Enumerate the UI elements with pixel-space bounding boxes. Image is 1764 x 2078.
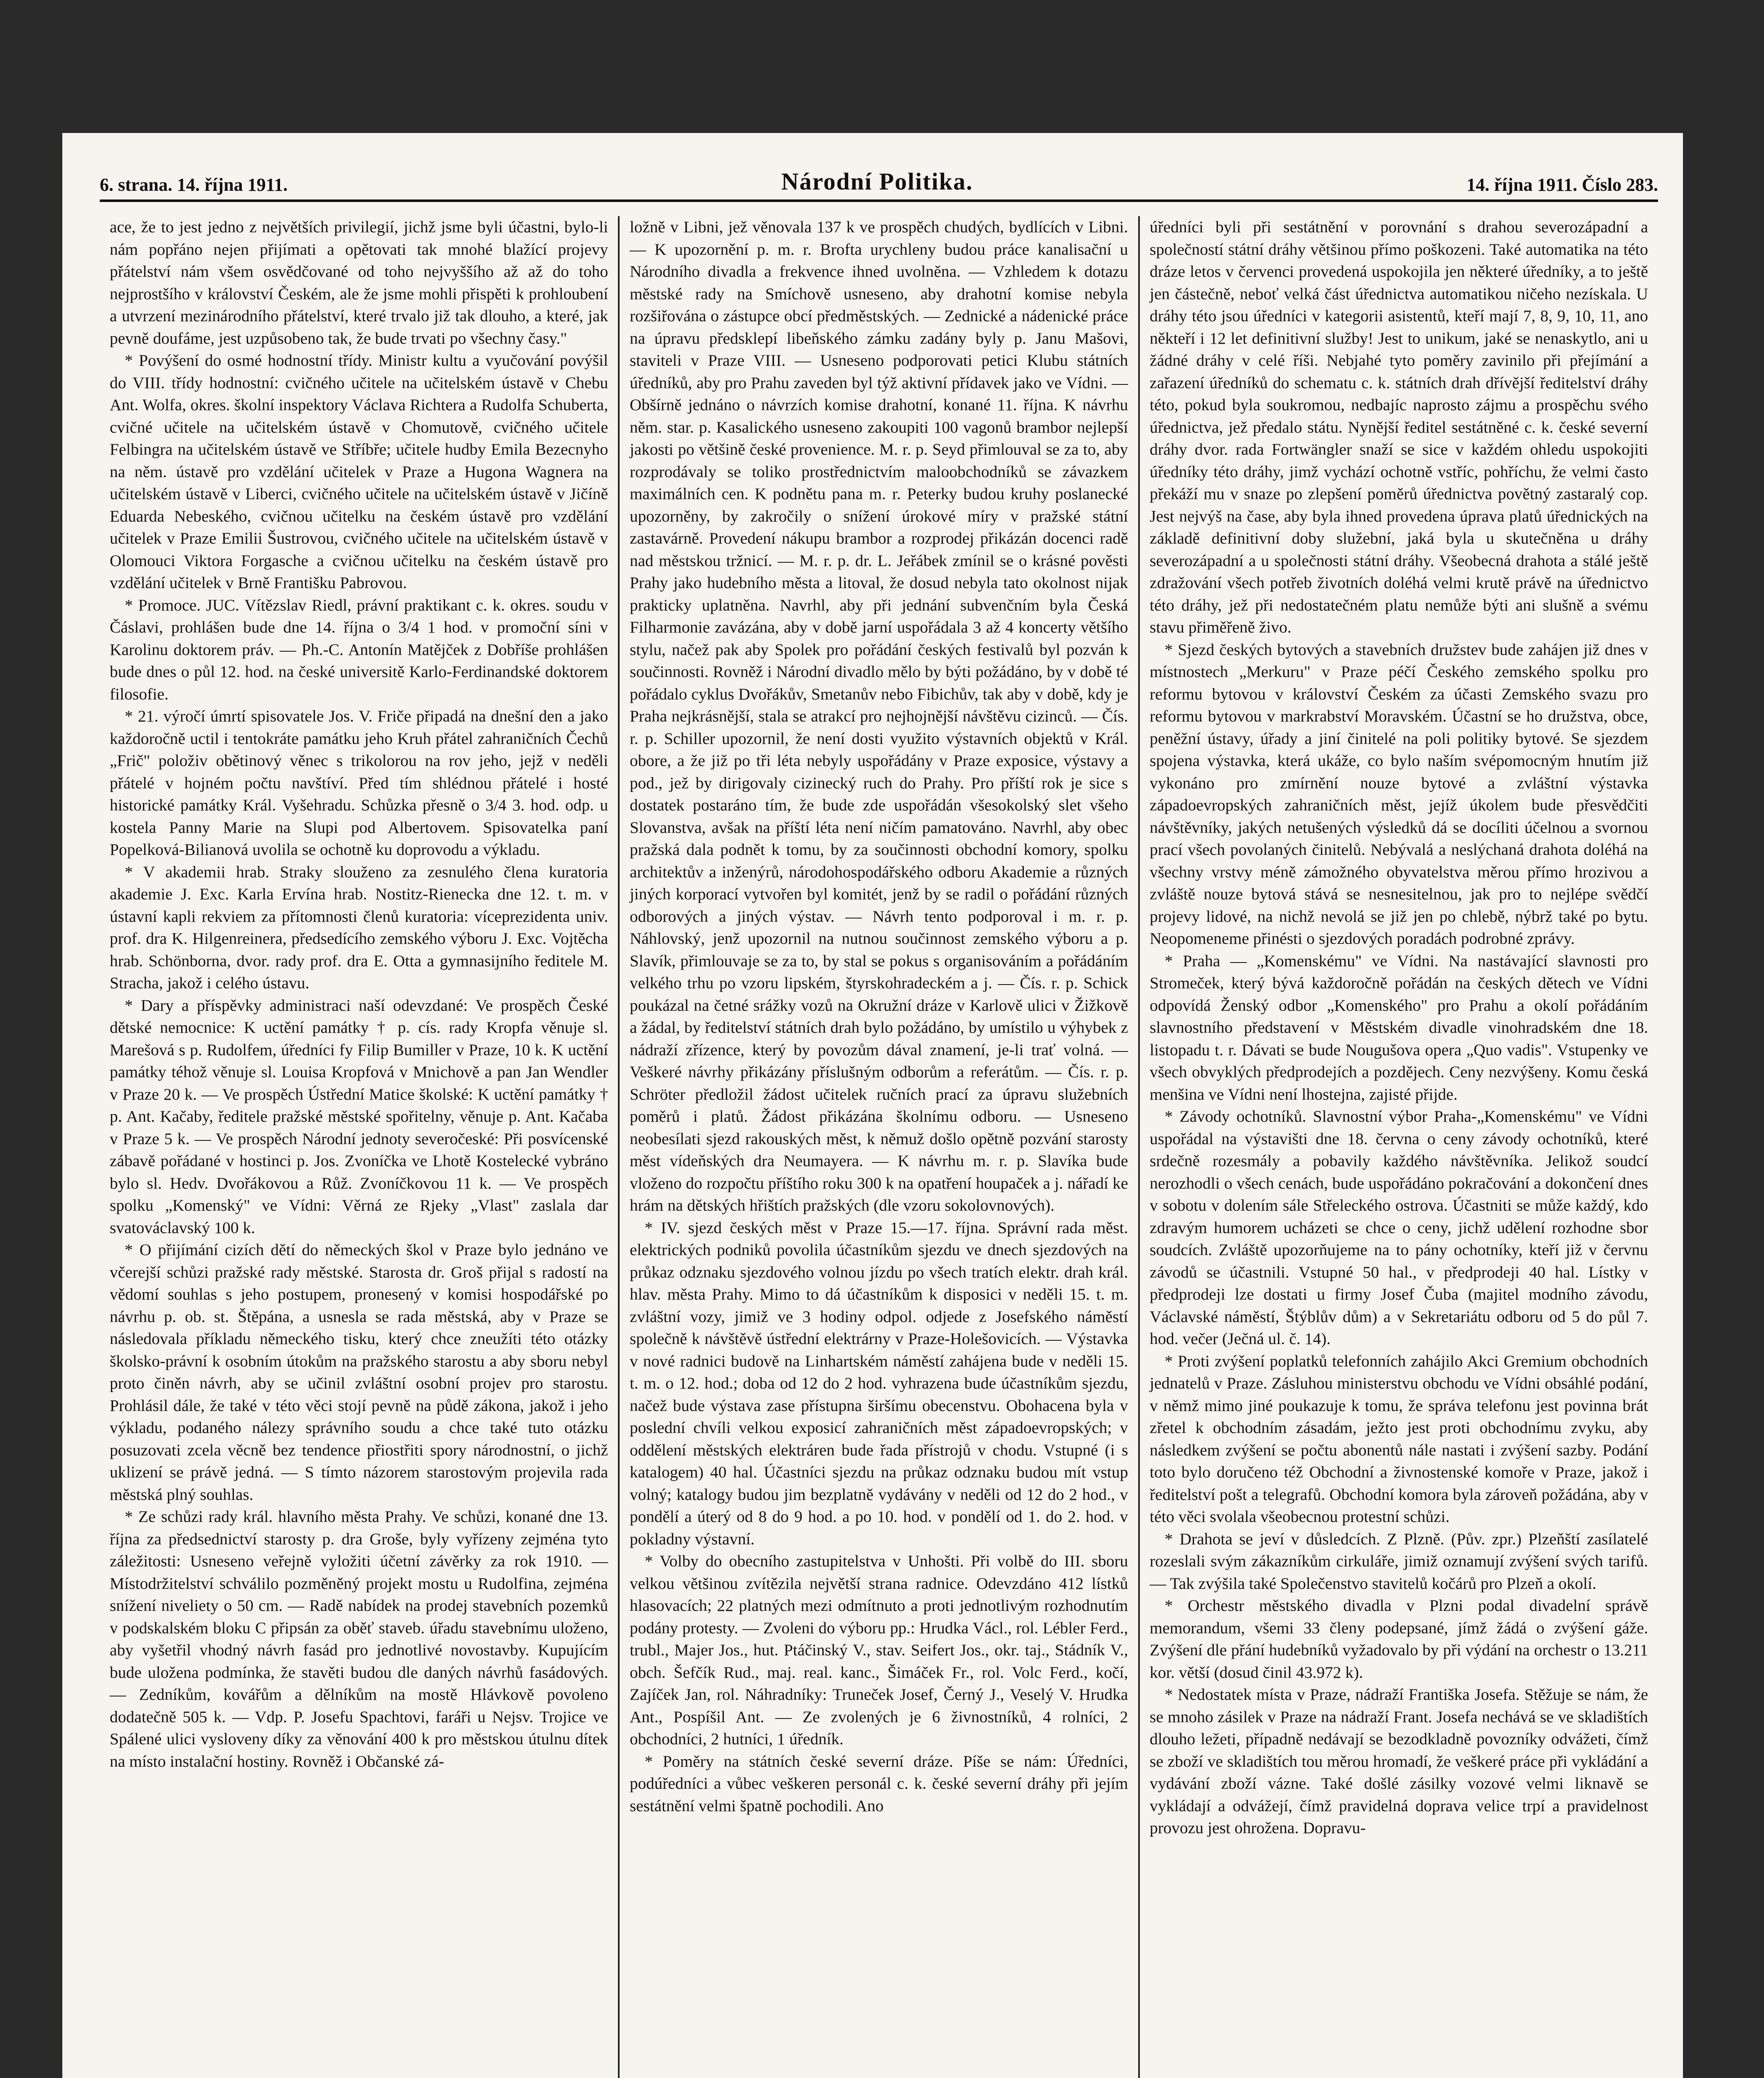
newspaper-page — [62, 133, 1683, 2078]
article-paragraph: * IV. sjezd českých měst v Praze 15.—17. října. Správní rada měst. elektrických podniků povolila účastníkům sjezdu ve dnech sjezdových na průkaz odznaku sjezdového volnou jízdu po všech tratích elektr. drah král. hlav. města Prahy. Mimo to dá účastníkům k disposici v neděli 15. t. m. zvláštní vozy, jimiž ve 3 hodiny odpol. odjede z Josefského náměstí společně k návštěvě ústřední elektrárny v Praze-Holešovicích. — Výstavka v nové radnici budově na Linhartském náměstí zahájena bude v neděli 15. t. m. o 12. hod.; doba od 12 do 2 hod. vyhrazena bude účastníkům sjezdu, načež bude výstava zase přístupna širšímu obecenstvu. Obohacena byla v poslední chvíli velkou exposicí zahraničních měst západoevropských; v oddělení městských elektráren bude řada přístrojů v chodu. Vstupné (i s katalogem) 40 hal. Účastníci sjezdu na průkaz odznaku budou mít vstup volný; katalogy budou jim bezplatně vydávány v neděli od 12 do 2 hod., v pondělí a úterý od 8 do 9 hod. a po 10. hod. v pondělí od 1. do 2. hod. v pokladny výstavní. — [630, 1218, 1128, 1548]
article-paragraph: * Praha — „Komenskému" ve Vídni. Na nastávající slavnosti pro Stromeček, který bývá každoročně pořádán na českých dětech ve Vídni odpovídá Ženský odbor „Komenského" pro Prahu a okolí pořádáním slavnostního představení v Městském divadle vinohradském dne 18. listopadu t. r. Dávati se bude Nougušova opera „Quo vadis". Vstupenky ve všech obvyklých předprodejích a pozdějech. Ceny nezvýšeny. Komu česká menšina ve Vídni není lhostejna, zajisté přijde. — [1149, 951, 1648, 1103]
article-paragraph: * Volby do obecního zastupitelstva v Unhošti. Při volbě do III. sboru velkou většinou zvítězila největší strana radnice. Odevzdáno 412 lístků hlasovacích; 22 platných mezi odmítnuto a proti jednotlivým rozhodnutím podány protesty. — Zvoleni do výboru pp.: Hrudka Václ., rol. Lébler Ferd., trubl., Majer Jos., hut. Ptáčinský V., stav. Seifert Jos., okr. taj., Stádník V., obch. Šefčík Rud., maj. real. kanc., Šimáček Fr., rol. Volc Ferd., kočí, Zajíček Jan, rol. Náhradníky: Truneček Josef, Černý J., Veselý V. Hrudka Ant., Pospíšil Ant. — Ze zvolených je 6 živnostníků, 4 rolníci, 2 obchodníci, 2 hutníci, 1 úředník. — [630, 1552, 1128, 1748]
article-paragraph: * Nedostatek místa v Praze, nádraží Františka Josefa. Stěžuje se nám, že se mnoho zásilek v Praze na nádraží Frant. Josefa nechává se ve skladištích dlouho ležeti, případně nedávají se bezodkladně povozníky odvážeti, čímž se zboží ve skladištích tou měrou hromadí, že veškeré práce při vykládání a vydávání zboží vázne. Také došlé zásilky vozové velmi liknavě se vykládají a odvážejí, čímž pravidelná doprava velice trpí a pravidelnost provozu jest ohrožena. Dopravu- — [1149, 1685, 1648, 1837]
article-paragraph: * Orchestr městského divadla v Plzni podal divadelní správě memorandum, všemi 33 členy podepsané, jímž žádá o zvýšení gáže. Zvýšení dle přání hudebníků vyžadovalo by při výdání na orchestr o 13.211 kor. větší (dosud činil 43.972 k). — [1149, 1596, 1648, 1682]
article-paragraph: * Závody ochotníků. Slavnostní výbor Praha-„Komenskému" ve Vídni uspořádal na výstavišti dne 18. června o ceny závody ochotníků, které srdečně rozesmály a pobavily každého návštěvníka. Jelikož soudcí nerozhodli o všech cenách, bude uspořádáno pokračování a dokončení dnes v sobotu v dolením sále Střeleckého ostrova. Účastniti se může každý, kdo zdravým humorem ucházeti se chce o ceny, jichž udělení rozhodne sbor soudcích. Zvláště upozorňujeme na to pány ochotníky, kteří již v červnu závodů se účastnili. Vstupné 50 hal., v předprodeji 40 hal. Lístky v předprodeji lze dostati u firmy Josef Čuba (majitel modního závodu, Václavské náměstí, Štýblův dům) a v Sekretariátu odboru od 5 do půl 7. hod. večer (Ječná ul. č. 14). — [1149, 1107, 1648, 1348]
article-paragraph: * Povýšení do osmé hodnostní třídy. Ministr kultu a vyučování povýšil do VIII. třídy hodnostní: cvičného učitele na učitelském ústavě v Chebu Ant. Wolfa, okres. školní inspektory Václava Richtera a Rudolfa Schuberta, cvičné učitele na učitelském ústavě v Chomutově, cvičného učitele Felbingra na učitelském ústavě ve Stříbře; učitele hudby Emila Bezecnyho na něm. ústavě pro vzdělání učitelek v Praze a Hugona Wagnera na učitelském ústavě v Liberci, cvičného učitele na učitelském ústavě v Jičíně Eduarda Nebeského, cvičnou učitelku na českém ústavě pro vzdělání učitelek v Praze Emilii Šustrovou, cvičného učitele na učitelském ústavě v Olomouci Viktora Forgasche a cvičnou učitelku na českém ústavě pro vzdělání učitelek v Brně Františku Pabrovou. — [110, 351, 608, 592]
article-paragraph: * O přijímání cizích dětí do německých škol v Praze bylo jednáno ve včerejší schůzi pražské rady městské. Starosta dr. Groš přijal s radostí na vědomí souhlas s jeho postupem, pronesený v komisi hospodářské po návrhu p. ob. st. Štěpána, a usnesla se rada městská, aby v Praze se následovala příkladu německého tisku, který chce zneužíti této otázky školsko-právní k osobním útokům na pražského starostu a aby sboru nebyl proto činěn návrh, aby se učinil zvláštní osobní projev pro starostu. Prohlásil dále, že také v této věci stojí pevně na půdě zákona, jakož i jeho výkladu, podaného nálezy správního soudu a chce také tuto otázku posuzovati zcela věcně bez tendence přiostřiti spory národnostní, o jichž uklizení se právě jedná. — S tímto názorem starostovým projevila rada městská plný souhlas. — [110, 1241, 608, 1504]
article-paragraph: * V akademii hrab. Straky slouženo za zesnulého člena kuratoria akademie J. Exc. Karla Ervína hrab. Nostitz-Rienecka dne 12. t. m. v ústavní kapli rekviem za přítomnosti členů kuratoria: víceprezidenta univ. prof. dra K. Hilgenreinera, předsedícího zemského výboru J. Exc. Vojtěcha hrab. Schönborna, dvor. rady prof. dra E. Otta a gymnasijního ředitele M. Stracha, jakož i celého ústavu. — [110, 862, 608, 992]
column-1 — [100, 216, 618, 2078]
article-paragraph: * Sjezd českých bytových a stavebních družstev bude zahájen již dnes v místnostech „Merkuru" v Praze péčí Českého zemského spolku pro reformu bytovou v království Českém za účasti Zemského svazu pro reformu bytovou v markrabství Moravském. Účastní se ho družstva, obce, peněžní ústavy, úřady a jiní činitelé na poli politiky bytové. Se sjezdem spojena výstavka, která ukáže, co bylo naším svépomocným hnutím již vykonáno pro zmírnění nouze bytové a zvláštní výstavka západoevropských zahraničních měst, jejíž úkolem bude přesvědčiti návštěvníky, jakých netušených výsledků dá se docíliti účelnou a svornou prací všech povolaných činitelů. Nebývalá a neslýchaná drahota doléhá na všechny vrstvy méně zámožného obyvatelstva měrou přímo hrozivou a zvláště nouze bytová stává se nesnesitelnou, jak pro to nejlépe svědčí projevy lidové, na nichž nevolá se již jen po chlebě, nýbrž také po bytu. Neopomeneme přinésti o sjezdových poradách podrobné zprávy. — [1149, 640, 1648, 948]
article-paragraph: * Proti zvýšení poplatků telefonních zahájilo Akci Gremium obchodních jednatelů v Praze. Zásluhou ministerstvu obchodu ve Vídni obsáhlé podání, v němž mimo jiné poukazuje k tomu, že správa telefonu jest povinna brát zřetel k obchodním zásadám, ježto jest proti obchodnímu zvyku, aby následkem zvýšení se počtu abonentů nále nastati i zvýšení sazby. Podání toto bylo doručeno též Obchodní a živnostenské komoře v Praze, jakož i ředitelství pošt a telegrafů. Obchodní komora byla zároveň požádána, aby v této věci svolala všeobecnou protestní schůzi. — [1149, 1352, 1648, 1526]
article-paragraph: ace, že to jest jedno z největších privilegií, jichž jsme byli účastni, bylo-li nám popřáno nejen přijímati a opětovati tak mnohé blažící projevy přátelství nám všem osvědčované od toho nejvyššího až až do toho nejprostšího v království Českém, ale že jsme mohli přispěti k prohloubení a utvrzení mezinárodního přátelství, které trvalo již tak dlouho, a které, jak pevně doufáme, jest uzpůsobeno tak, že bude trvati po všechny časy." — [110, 218, 608, 347]
column-3 — [1138, 216, 1658, 2078]
article-paragraph: * Poměry na státních české severní dráze. Píše se nám: Úředníci, podúředníci a vůbec veškeren personál c. k. české severní dráhy při jejím sestátnění velmi špatně pochodili. Ano — [630, 1752, 1128, 1815]
header-date-right: 14. října 1911. Číslo 283. — [1466, 175, 1658, 195]
article-paragraph: * Promoce. JUC. Vítězslav Riedl, právní praktikant c. k. okres. soudu v Čáslavi, prohlášen bude dne 14. října o 3/4 1 hod. v promoční síni v Karolinu doktorem práv. — Ph.-C. Antonín Matějček z Dobříše prohlášen bude dnes o půl 12. hod. na české universitě Karlo-Ferdinandské doktorem filosofie. — [110, 596, 608, 703]
text-columns — [100, 216, 1658, 2078]
column-2 — [618, 216, 1138, 2078]
page-header — [100, 158, 1658, 202]
article-paragraph: * Drahota se jeví v důsledcích. Z Plzně. (Pův. zpr.) Plzeňští zasílatelé rozeslali svým zákazníkům cirkuláře, jimiž oznamují zvýšení svých tarifů. — Tak zvýšila také Společenstvo stavitelů kočárů pro Plzeň a okolí. — [1149, 1529, 1648, 1593]
article-paragraph: * Dary a příspěvky administraci naší odevzdané: Ve prospěch České dětské nemocnice: K uctění památky † p. cís. rady Kropfa věnuje sl. Marešová s p. Rudolfem, úředníci fy Filip Bumiller v Praze, 10 k. K uctění památky téhož věnuje sl. Louisa Kropfová v Mnichově a pan Jan Wendler v Praze 20 k. — Ve prospěch Ústřední Matice školské: K uctění památky † p. Ant. Kačaby, ředitele pražské městské spořitelny, věnuje p. Ant. Kačaba v Praze 5 k. — Ve prospěch Národní jednoty severočeské: Při posvícenské zábavě pořádané v hostinci p. Jos. Zvoníčka ve Lhotě Kostelecké vybráno bylo sl. Hedv. Dvořákovou a Růž. Zvoníčkovou 11 k. — Ve prospěch spolku „Komenský" ve Vídni: Věrná ze Rjeky „Vlast" zaslala dar svatováclavský 100 k. — [110, 996, 608, 1237]
header-date-left: 6. strana. 14. října 1911. — [100, 175, 288, 195]
article-paragraph: ložně v Libni, jež věnovala 137 k ve prospěch chudých, bydlících v Libni. — K upozornění p. m. r. Brofta urychleny budou práce kanalisační u Národního divadla a frekvence ihned uvolněna. — Vzhledem k dotazu městské rady na Smíchově usneseno, aby drahotní komise nebyla rozšiřována o zástupce obcí předměstských. — Zednické a nádenické práce na úpravu předsklepí libeňského zámku zadány byly p. Janu Mašovi, staviteli v Praze VIII. — Usneseno podporovati petici Klubu státních úředníků, aby pro Prahu zaveden byl týž aktivní přídavek jako ve Vídni. — Obšírně jednáno o návrzích komise drahotní, konané 11. října. K návrhu něm. star. p. Kasalického usneseno zakoupiti 100 vagonů brambor nejlepší jakosti po většině české provenience. M. r. p. Seyd přimlouval se za to, aby rozprodávaly se toliko prostřednictvím maloobchodníků se závazkem maximálních cen. K podnětu pana m. r. Peterky budou kruhy poslanecké upozorněny, by zakročily o snížení úrokové míry v pražské státní zastavárně. Provedení nákupu brambor a rozprodej přikázán docenci radě nad městskou tržnicí. — M. r. p. dr. L. Jeřábek zmínil se o krásné pověsti Prahy jako hudebního města a litoval, že dosud nebyla tato okolnost nijak prakticky uplatněna. Navrhl, aby při jednání subvenčním byla Česká Filharmonie zavázána, aby v době jarní uspořádala 3 až 4 koncerty většího stylu, načež pak aby Spolek pro pořádání českých festivalů byl pozván k součinnosti. Rovněž i Národní divadlo mělo by býti požádáno, by v době té pořádalo cyklus Dvořákův, Smetanův nebo Fibichův, tak aby v době, kdy je Praha nejkrásnější, stala se atrakcí pro nejhojnější návštěvu cizinců. — Čís. r. p. Schiller upozornil, že není dosti využito výstavních objektů v Král. obore, a že již po tři léta nebyly uspořádány v Praze exposice, výstavy a pod., jež by dirigovaly cizinecký ruch do Prahy. Pro příští rok je sice s dostatek postaráno tím, že bude zde uspořádán všesokolský slet všeho Slovanstva, avšak na příští léta není ničím pamatováno. Navrhl, aby obec pražská dala podnět k tomu, by za součinnosti obchodní komory, spolku architektův a inženýrů, národohospodářského odboru Akademie a různých jiných korporací vytvořen byl komitét, jenž by se radil o pořádání různých odborových a jiných výstav. — Návrh tento podporoval i m. r. p. Náhlovský, jenž upozornil na nutnou součinnost zemského výboru a p. Slavík, přimlouvaje se za to, by stal se pokus s organisováním a pořádáním velkého trhu po vzoru lipském, štyrskohradeckém a j. — Čís. r. p. Schick poukázal na četné srážky vozů na Okružní dráze v Karlově ulici v Žižkově a žádal, by ředitelství státních drah bylo požádáno, by umístilo u výhybek z nádraží zřízence, který by povozům dával znamení, je-li trať volná. — Veškeré návrhy přikázány příslušným odborům a referátům. — Čís. r. p. Schröter předložil žádost učitelek ručních prací za úpravu služebních poměrů i platů. Žádost přikázána školnímu odboru. — Usneseno neobesílati sjezd rakouských měst, k němuž došlo opětně pozvání starosty měst vídeňských dra Neumayera. — K návrhu m. r. p. Slavíka bude vloženo do rozpočtu příštího roku 300 k na opatření houpaček a j. nářadí ke hrám na dětských hřištích pražských (dle vzoru sokolovnových). — [630, 218, 1128, 1214]
article-paragraph: * Ze schůzi rady král. hlavního města Prahy. Ve schůzi, konané dne 13. října za předsednictví starosty p. dra Groše, byly vyřízeny zejména tyto záležitosti: Usneseno veřejně vyložiti účetní závěrky za rok 1910. — Místodržitelství schválilo pozměněný projekt mostu u Rudolfina, zejména snížení niveliety o 50 cm. — Radě nabídek na prodej stavebních pozemků v podskalském bloku C připsán za oběť staveb. úřadu stavebnímu uloženo, aby vyšetřil vhodný návrh fasád pro jednotlivé novostavby. Kupujícím bude uložena podmínka, že stavěti budou dle daných návrhů fasádových. — Zedníkům, kovářům a dělníkům na mostě Hlávkově povoleno dodatečně 505 k. — Vdp. P. Josefu Spachtovi, faráři u Nejsv. Trojice ve Spálené ulici vysloveny díky za věnování 400 k pro městskou útulnu dítek na místo instalační hostiny. Rovněž i Občanské zá- — [110, 1507, 608, 1770]
article-paragraph: * 21. výročí úmrtí spisovatele Jos. V. Friče připadá na dnešní den a jako každoročně uctil i tentokráte památku jeho Kruh přátel zahraničních Čechů „Frič" položiv obětinový věnec s trikolorou na rov jeho, jejž v neděli přátelé v hojném počtu navštíví. Před tím shlédnou přátelé i hosté historické památky Král. Vyšehradu. Schůzka přesně o 3/4 3. hod. odp. u kostela Panny Marie na Slupi pod Albertovem. Spisovatelka paní Popelková-Bilianová uvolila se ochotně ku doprovodu a výkladu. — [110, 707, 608, 859]
article-paragraph: úředníci byli při sestátnění v porovnání s drahou severozápadní a společností státní dráhy většinou přímo poškozeni. Také automatika na této dráze letos v červenci provedená uspokojila jen některé úředníky, a to ještě jen částečně, neboť velká část úřednictva automatikou ničeho nezískala. U dráhy této jsou úředníci v kategorii asistentů, kteří mají 7, 8, 9, 10, 11, ano někteří i 12 let definitivní služby! Jest to unikum, jaké se nenaskytlo, ani u žádné dráhy v celé říši. Nebjahé tyto poměry zavinilo při přejímání a zařazení úředníků do schematu c. k. státních drah dřívější ředitelství dráhy této, pokud byla soukromou, nedbajíc naprosto zájmu a prospěchu svého úřednictva, jež předalo státu. Nynější ředitel sestátněné c. k. české severní dráhy dvor. rada Fortwängler snaží se sice v každém ohledu uspokojiti úředníky této dráhy, jimž vychází ochotně vstříc, pohříchu, že velmi často překáží mu v snaze po zlepšení poměrů úřednictva povětný zastaralý cop. Jest nejvýš na čase, aby byla ihned provedena úprava platů úřednických na základě definitivní doby služební, jaká byla u skutečněna u dráhy severozápadní a u společnosti státní dráhy. Všeobecná drahota a stálé ještě zdražování všech potřeb životních doléhá velmi krutě právě na úřednictvo této dráhy, jež při nedostatečném platu nemůže býti ani slušně a svému stavu přiměřeně živo. — [1149, 218, 1648, 636]
masthead-title: Národní Politika. — [781, 168, 973, 195]
